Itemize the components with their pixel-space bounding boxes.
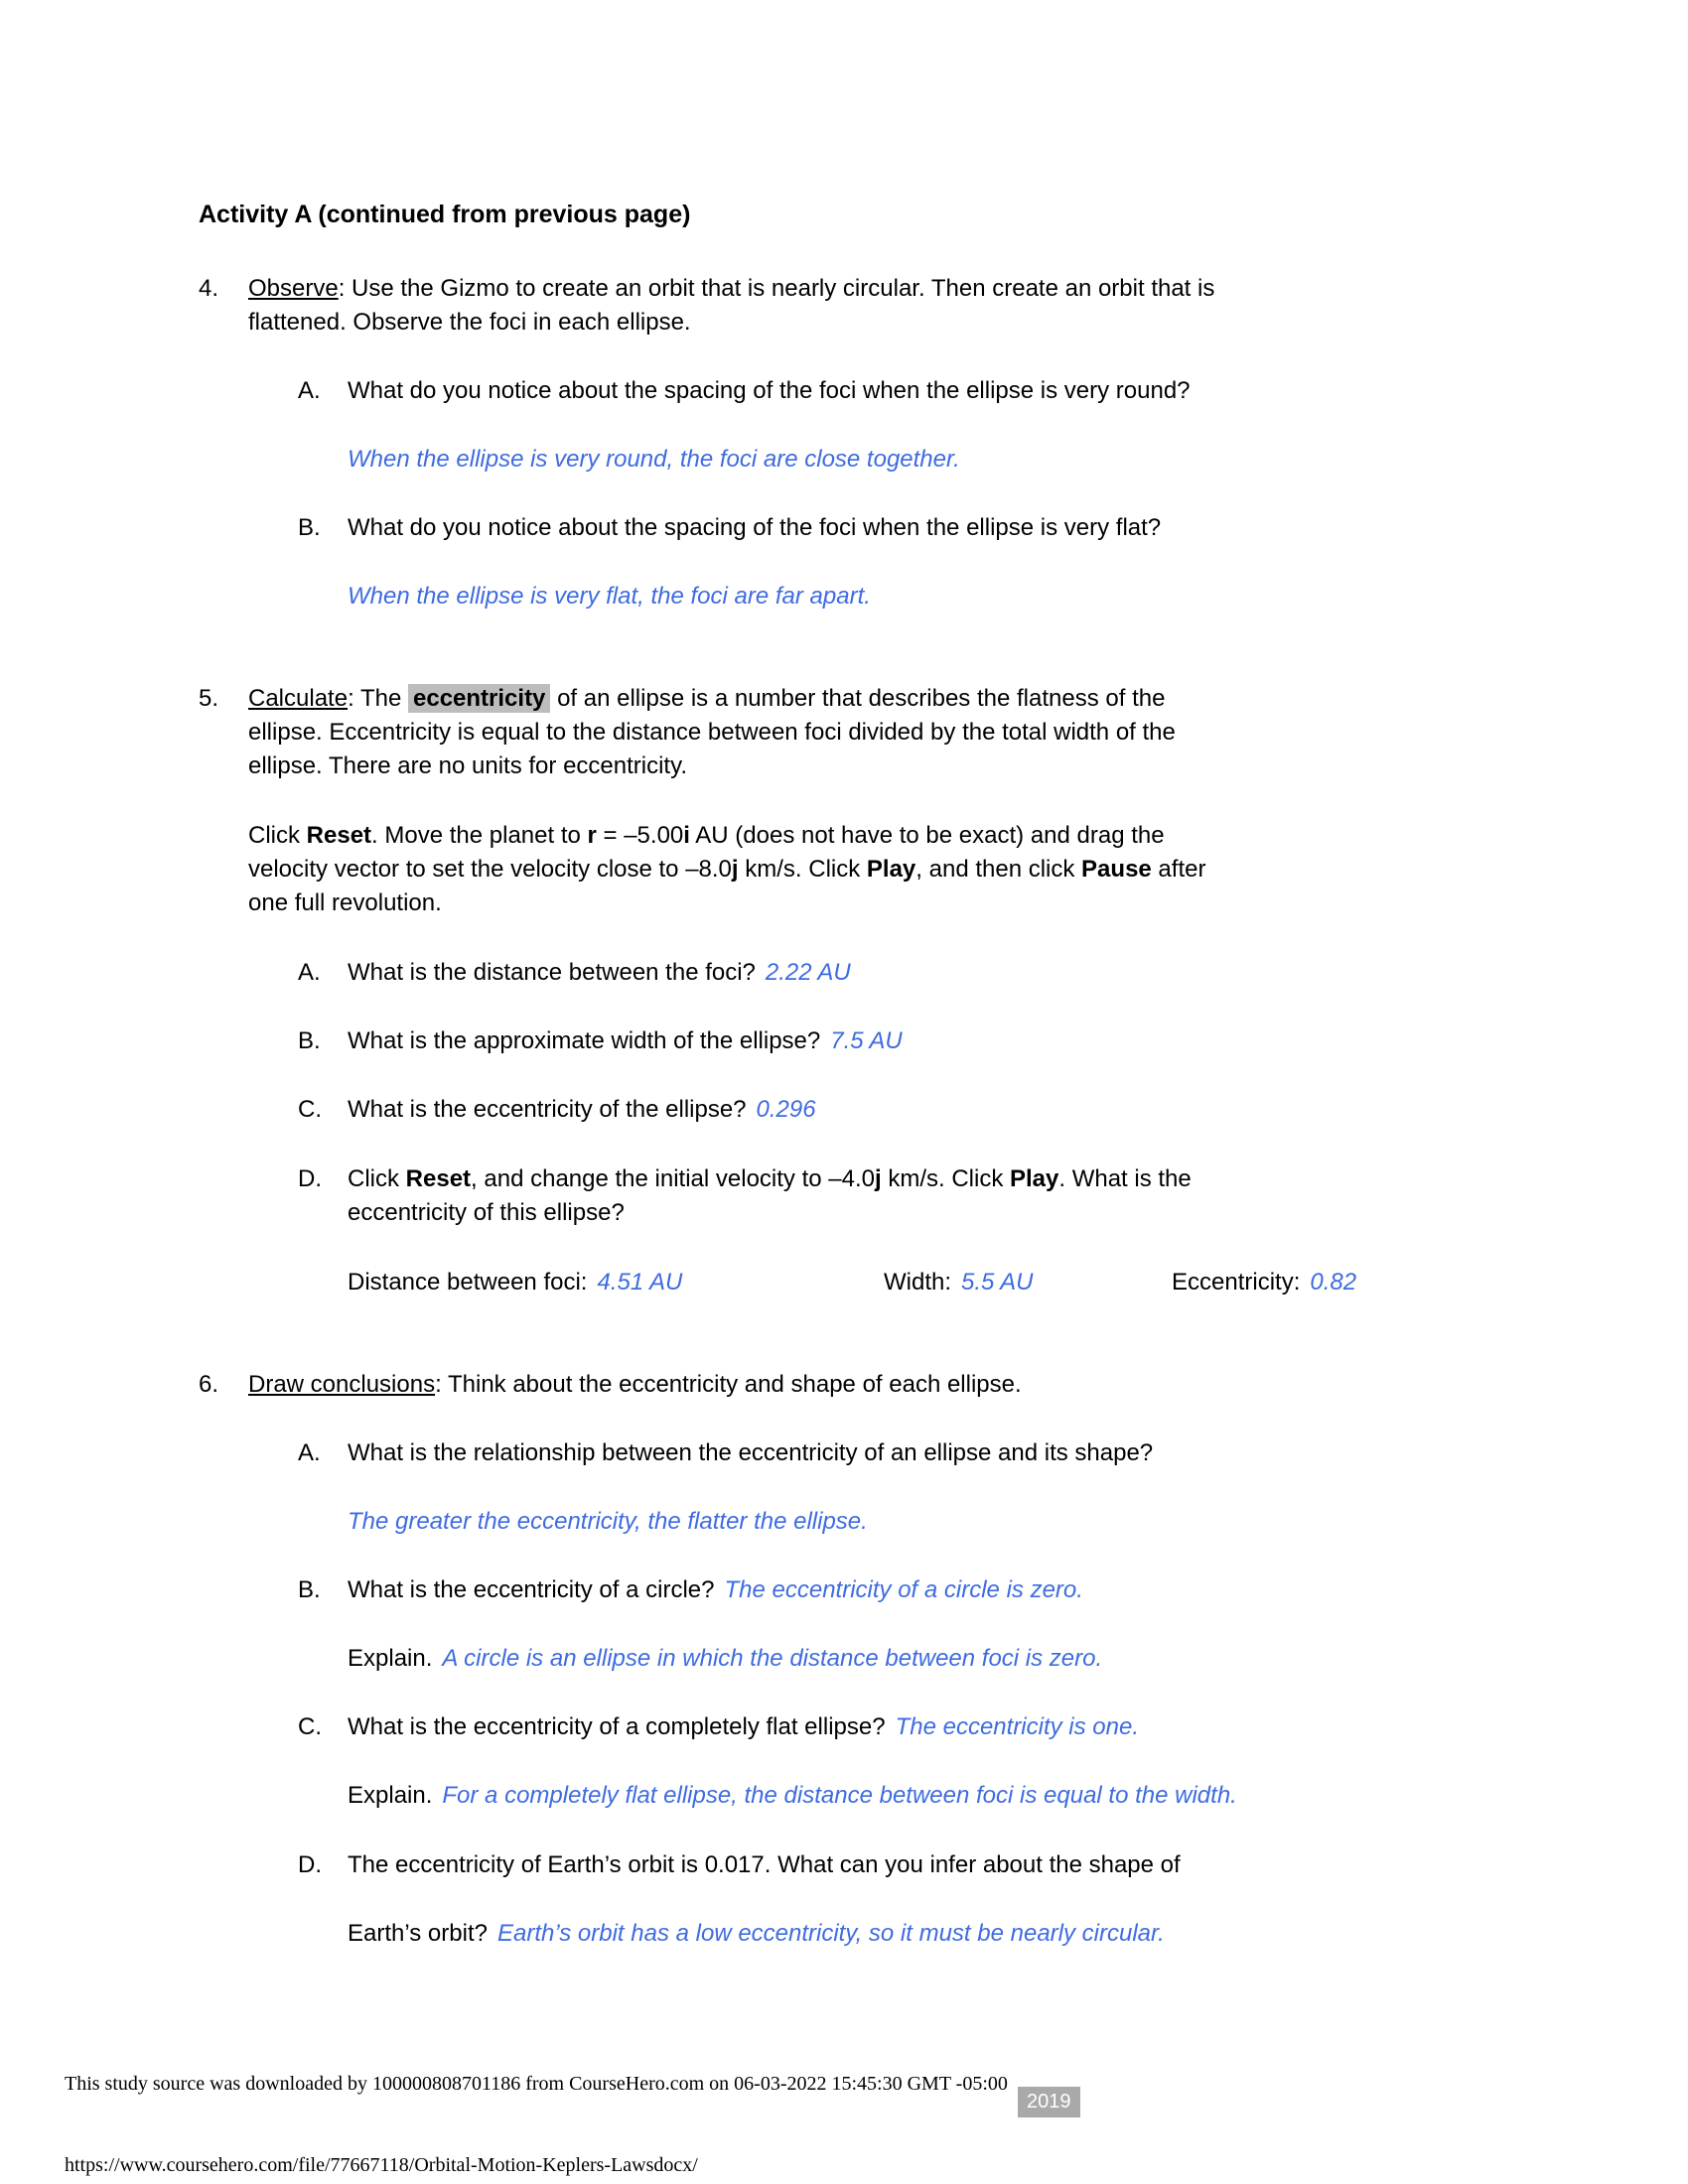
question-5b-line (348, 1027, 903, 1055)
result-eccentricity-value: 0.82 (1310, 1269, 1357, 1296)
source-url: https://www.coursehero.com/file/77667118/Orbital-Motion-Keplers-Lawsdocx/ (65, 2154, 698, 2176)
item-6-lead (248, 1371, 1022, 1399)
answer-5a: 2.22 AU (765, 959, 851, 986)
question-6c-label: C. (298, 1713, 322, 1740)
explain-6b-line (348, 1645, 1102, 1673)
question-5a-label: A. (298, 959, 321, 986)
question-5b-label: B. (298, 1027, 321, 1054)
text-segment: km/s. Click (738, 856, 867, 883)
result-eccentricity (1172, 1269, 1356, 1297)
play-bold: Play (1009, 1165, 1059, 1192)
result-distance (348, 1269, 682, 1297)
result-distance-value: 4.51 AU (597, 1269, 683, 1296)
item-4-lead-line-1 (248, 275, 1214, 303)
question-4b-label: B. (298, 514, 321, 541)
text-segment: : Use the Gizmo to create an orbit that is nearly circular. Then create an orbit that is (338, 275, 1215, 302)
reset-bold: Reset (405, 1165, 472, 1192)
answer-6a: The greater the eccentricity, the flatter the ellipse. (348, 1508, 868, 1535)
download-stamp: This study source was downloaded by 100000808701186 from CourseHero.com on 06-03-2022 15:45:30 GMT -05:00 (65, 2073, 1008, 2095)
question-5a-text: What is the distance between the foci? (348, 959, 756, 986)
item-5-instructions-line-2 (248, 856, 1205, 884)
question-5d-label: D. (298, 1165, 322, 1192)
question-6b-label: B. (298, 1576, 321, 1603)
question-6d-line-2-label: Earth’s orbit? (348, 1920, 488, 1947)
question-6c-text: What is the eccentricity of a completely flat ellipse? (348, 1713, 886, 1740)
item-5-instructions-line-1 (248, 822, 1165, 850)
text-segment: Click (348, 1165, 406, 1192)
text-segment: . Move the planet to (371, 822, 588, 849)
answer-4a: When the ellipse is very round, the foci are close together. (348, 446, 960, 473)
question-5c-line (348, 1096, 816, 1124)
item-5-lead-line-2: ellipse. Eccentricity is equal to the distance between foci divided by the total width of the (248, 719, 1176, 746)
eccentricity-highlight: eccentricity (408, 684, 550, 713)
result-width-value: 5.5 AU (961, 1269, 1034, 1296)
question-6d-line-2 (348, 1920, 1165, 1948)
text-segment: : The (348, 685, 408, 712)
question-6d-label: D. (298, 1851, 322, 1878)
page-title: Activity A (continued from previous page) (199, 201, 691, 228)
text-segment: after (1151, 856, 1206, 883)
year-stamp-badge: 2019 (1018, 2087, 1080, 2117)
answer-6d: Earth’s orbit has a low eccentricity, so it must be nearly circular. (496, 1920, 1165, 1947)
reset-bold: Reset (306, 822, 372, 849)
item-4-number: 4. (199, 275, 219, 302)
result-eccentricity-label: Eccentricity: (1172, 1269, 1301, 1296)
answer-5c: 0.296 (756, 1096, 816, 1123)
question-5d-line-2: eccentricity of this ellipse? (348, 1199, 625, 1226)
question-6b-line (348, 1576, 1083, 1604)
result-width-label: Width: (884, 1269, 952, 1296)
question-6a-text: What is the relationship between the eccentricity of an ellipse and its shape? (348, 1439, 1154, 1466)
item-5-number: 5. (199, 685, 219, 712)
question-6b-text: What is the eccentricity of a circle? (348, 1576, 715, 1603)
answer-4b: When the ellipse is very flat, the foci are far apart. (348, 583, 871, 610)
answer-6b-explain: A circle is an ellipse in which the distance between foci is zero. (442, 1645, 1103, 1672)
text-segment: = –5.00 (596, 822, 684, 849)
r-vector-bold: r (587, 822, 597, 849)
text-segment: velocity vector to set the velocity close to –8.0 (248, 856, 732, 883)
answer-6b-inline: The eccentricity of a circle is zero. (724, 1576, 1083, 1603)
result-distance-label: Distance between foci: (348, 1269, 588, 1296)
observe-underlined: Observe (248, 275, 339, 302)
item-5-lead-line-1 (248, 685, 1165, 713)
i-unit-bold: i (683, 822, 690, 849)
question-5d-line-1 (348, 1165, 1192, 1193)
question-5c-label: C. (298, 1096, 322, 1123)
item-6-number: 6. (199, 1371, 219, 1398)
question-6a-label: A. (298, 1439, 321, 1466)
question-6c-line (348, 1713, 1139, 1741)
explain-6b-label: Explain. (348, 1645, 433, 1672)
calculate-underlined: Calculate (248, 685, 349, 712)
text-segment: , and change the initial velocity to –4.0 (471, 1165, 875, 1192)
result-width (884, 1269, 1034, 1297)
item-4-lead-line-2: flattened. Observe the foci in each ellipse. (248, 309, 691, 336)
draw-conclusions-underlined: Draw conclusions (248, 1371, 436, 1398)
question-5c-text: What is the eccentricity of the ellipse? (348, 1096, 747, 1123)
answer-6c-inline: The eccentricity is one. (895, 1713, 1140, 1740)
text-segment: km/s. Click (881, 1165, 1010, 1192)
j-unit-bold: j (731, 856, 739, 883)
text-segment: Click (248, 822, 307, 849)
play-bold: Play (866, 856, 916, 883)
text-segment: . What is the (1058, 1165, 1192, 1192)
text-segment: AU (does not have to be exact) and drag the (689, 822, 1165, 849)
question-5a-line (348, 959, 851, 987)
question-4b-text: What do you notice about the spacing of the foci when the ellipse is very flat? (348, 514, 1162, 541)
j-unit-bold: j (874, 1165, 882, 1192)
text-segment: : Think about the eccentricity and shape of each ellipse. (435, 1371, 1022, 1398)
question-5b-text: What is the approximate width of the ellipse? (348, 1027, 821, 1054)
answer-5b: 7.5 AU (830, 1027, 903, 1054)
question-6d-line-1: The eccentricity of Earth’s orbit is 0.017. What can you infer about the shape of (348, 1851, 1181, 1878)
answer-6c-explain: For a completely flat ellipse, the distance between foci is equal to the width. (442, 1782, 1237, 1809)
item-5-lead-line-3: ellipse. There are no units for eccentricity. (248, 752, 687, 779)
question-4a-label: A. (298, 377, 321, 404)
explain-6c-line (348, 1782, 1237, 1810)
text-segment: , and then click (915, 856, 1082, 883)
pause-bold: Pause (1081, 856, 1152, 883)
text-segment: of an ellipse is a number that describes the flatness of the (550, 685, 1166, 712)
question-4a-text: What do you notice about the spacing of the foci when the ellipse is very round? (348, 377, 1191, 404)
item-5-instructions-line-3: one full revolution. (248, 889, 442, 916)
explain-6c-label: Explain. (348, 1782, 433, 1809)
